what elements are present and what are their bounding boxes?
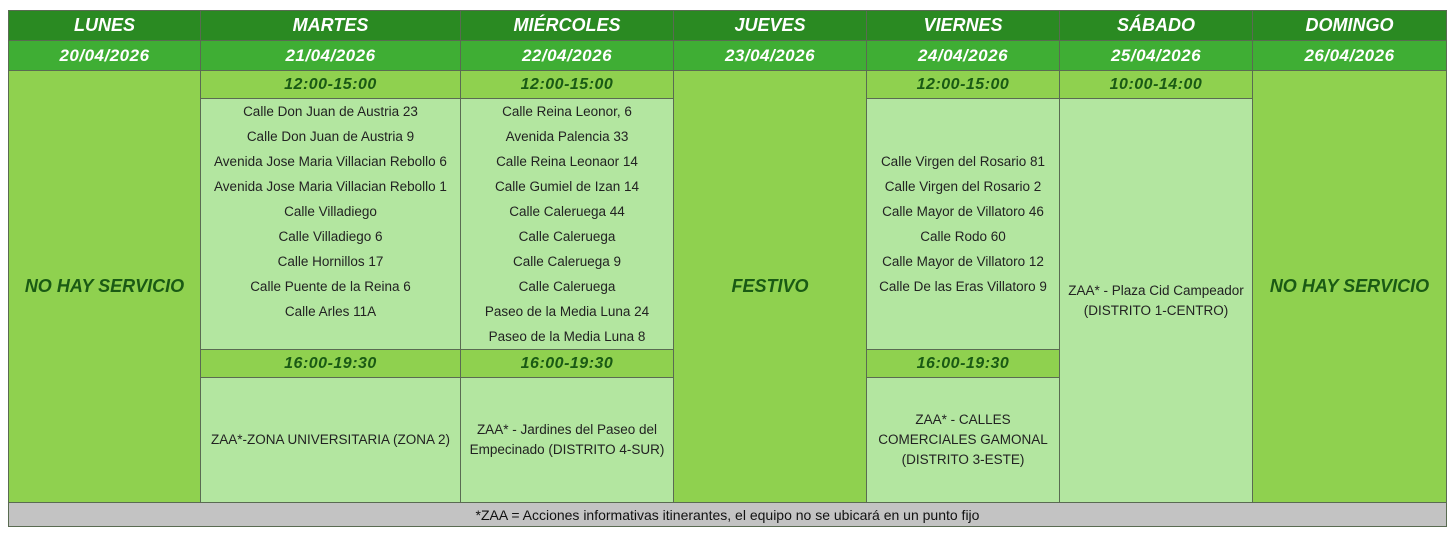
friday-zaa-text: ZAA* - CALLES COMERCIALES GAMONAL (DISTRITO 3-ESTE) [878, 412, 1048, 467]
date-sunday: 26/04/2026 [1253, 41, 1447, 71]
address-item: Calle De las Eras Villatoro 9 [879, 279, 1047, 294]
address-item: Calle Villadiego 6 [278, 229, 383, 244]
address-item: Calle Villadiego [284, 204, 377, 219]
address-item: Calle Virgen del Rosario 2 [884, 179, 1042, 194]
day-header-row [9, 11, 1447, 41]
day-header-thursday: JUEVES [674, 11, 867, 41]
wednesday-zaa [461, 378, 674, 503]
tuesday-zaa [201, 378, 461, 503]
wednesday-zaa-text: ZAA* - Jardines del Paseo del Empecinado (DISTRITO 4-SUR) [469, 422, 665, 457]
address-item: Calle Hornillos 17 [277, 254, 384, 269]
day-header-friday: VIERNES [867, 11, 1060, 41]
address-item: Calle Don Juan de Austria 23 [243, 104, 418, 119]
slot1-row [9, 71, 1447, 99]
tuesday-slot-morning: 12:00-15:00 [201, 71, 461, 99]
address-item: Calle Puente de la Reina 6 [250, 279, 411, 294]
schedule-table [8, 10, 1447, 527]
thursday-holiday: FESTIVO [674, 71, 867, 503]
address-item: Avenida Jose Maria Villacian Rebollo 6 [214, 154, 447, 169]
day-header-wednesday: MIÉRCOLES [461, 11, 674, 41]
address-item: Calle Caleruega 44 [509, 204, 625, 219]
date-friday: 24/04/2026 [867, 41, 1060, 71]
wednesday-slot-morning: 12:00-15:00 [461, 71, 674, 99]
address-item: Paseo de la Media Luna 24 [484, 304, 650, 319]
address-item: Calle Virgen del Rosario 81 [880, 154, 1046, 169]
day-header-saturday: SÁBADO [1060, 11, 1253, 41]
sunday-no-service: NO HAY SERVICIO [1253, 71, 1447, 503]
address-item: Calle Reina Leonaor 14 [496, 154, 638, 169]
saturday-zaa [1060, 99, 1253, 503]
tuesday-zaa-text: ZAA*-ZONA UNIVERSITARIA (ZONA 2) [210, 432, 451, 447]
saturday-slot-morning: 10:00-14:00 [1060, 71, 1253, 99]
address-item: Calle Rodo 60 [920, 229, 1006, 244]
date-saturday: 25/04/2026 [1060, 41, 1253, 71]
address-item: Avenida Palencia 33 [505, 129, 629, 144]
address-item: Avenida Jose Maria Villacian Rebollo 1 [214, 179, 447, 194]
saturday-zaa-text: ZAA* - Plaza Cid Campeador (DISTRITO 1-CENTRO) [1068, 282, 1244, 318]
date-wednesday: 22/04/2026 [461, 41, 674, 71]
date-thursday: 23/04/2026 [674, 41, 867, 71]
wednesday-address-list [461, 99, 674, 350]
date-header-row [9, 41, 1447, 71]
address-item: Calle Caleruega 9 [512, 254, 622, 269]
address-item: Paseo de la Media Luna 8 [488, 329, 646, 344]
address-item: Calle Mayor de Villatoro 46 [882, 204, 1044, 219]
address-item: Calle Gumiel de Izan 14 [494, 179, 640, 194]
friday-zaa [867, 378, 1060, 503]
tuesday-address-list [201, 99, 461, 350]
day-header-sunday: DOMINGO [1253, 11, 1447, 41]
address-item: Calle Caleruega [518, 229, 616, 244]
tuesday-slot-afternoon: 16:00-19:30 [201, 350, 461, 378]
friday-slot-afternoon: 16:00-19:30 [867, 350, 1060, 378]
wednesday-slot-afternoon: 16:00-19:30 [461, 350, 674, 378]
friday-slot-morning: 12:00-15:00 [867, 71, 1060, 99]
address-item: Calle Caleruega [518, 279, 616, 294]
friday-address-list [867, 99, 1060, 350]
footnote: *ZAA = Acciones informativas itinerantes, el equipo no se ubicará en un punto fijo [9, 503, 1447, 527]
address-item: Calle Don Juan de Austria 9 [246, 129, 415, 144]
footnote-row [9, 503, 1447, 527]
date-tuesday: 21/04/2026 [201, 41, 461, 71]
day-header-monday: LUNES [9, 11, 201, 41]
date-monday: 20/04/2026 [9, 41, 201, 71]
day-header-tuesday: MARTES [201, 11, 461, 41]
address-item: Calle Arles 11A [284, 304, 377, 319]
monday-no-service: NO HAY SERVICIO [9, 71, 201, 503]
address-item: Calle Mayor de Villatoro 12 [882, 254, 1044, 269]
address-item: Calle Reina Leonor, 6 [502, 104, 632, 119]
